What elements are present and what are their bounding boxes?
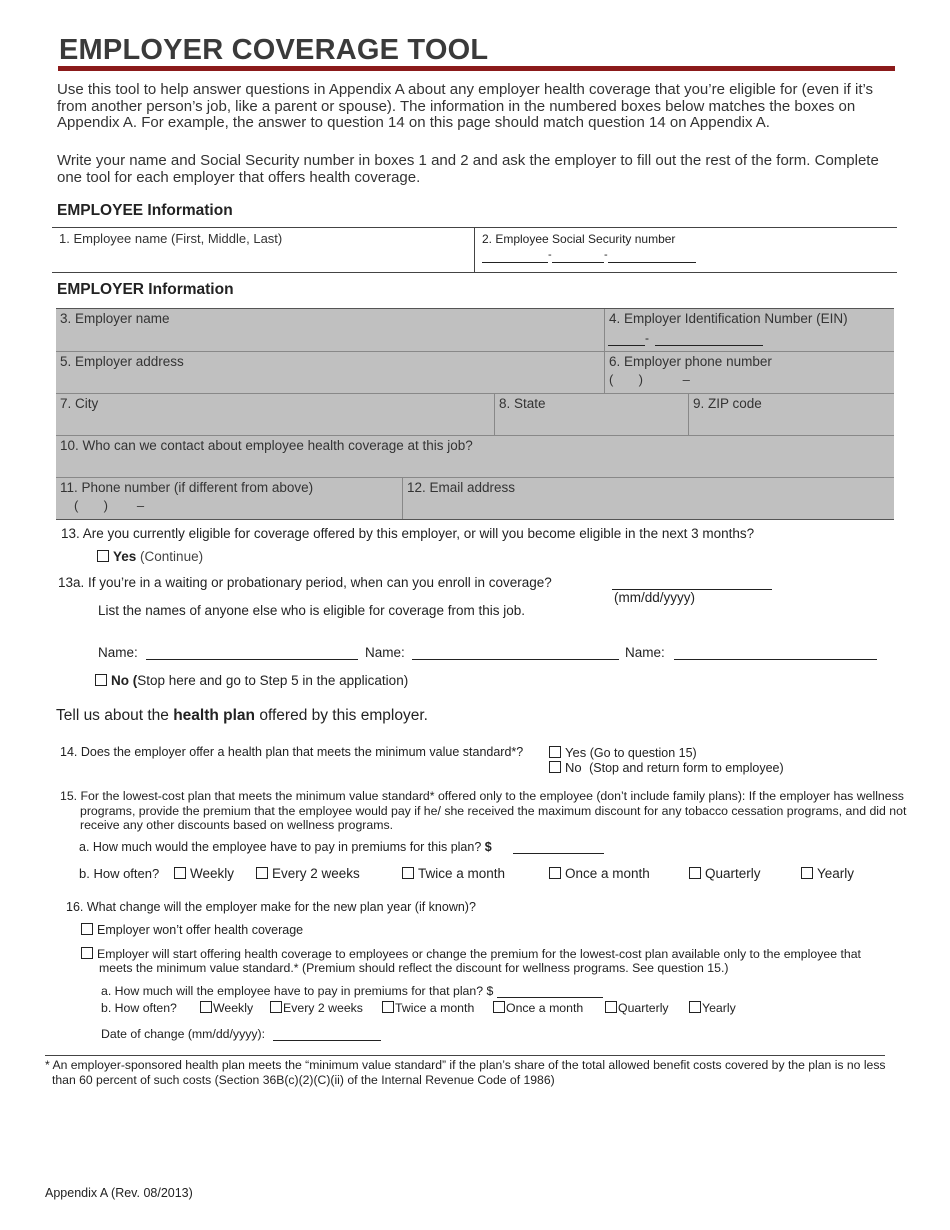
ssn-part-2 [552,252,604,263]
health-plan-intro [56,707,428,725]
q14-yes-label: Yes [565,745,587,760]
q16a-premium-input[interactable] [497,984,603,998]
q16b-weekly[interactable] [200,1001,253,1015]
q13-yes-checkbox[interactable] [97,550,109,562]
checkbox[interactable] [493,1001,505,1013]
q15a-dollar: $ [484,840,492,854]
checkbox[interactable] [402,867,414,879]
health-plan-intro-bold: health plan [173,707,256,724]
employer-name-field[interactable] [56,309,604,351]
ein-label: 4. Employer Identification Number (EIN) [609,311,848,326]
enroll-date-input[interactable] [612,576,772,590]
q15-text: 15. For the lowest-cost plan that meets the minimum value standard* offered only to the employee (don’t include family plans): If the employer has wellness programs, provide the premium that the employee would pay if he/ she received the maximum discount for any tobacco cessation programs, and did not receive any other discounts based on wellness programs. [60,789,907,832]
state-field[interactable] [494,393,688,435]
name-input-2[interactable] [412,646,619,660]
state-label: 8. State [499,396,546,411]
ssn-part-1 [482,252,548,263]
q15a-text [79,840,492,854]
ssn-label: 2. Employee Social Security number [482,232,676,246]
q14-yes-note: (Go to question 15) [589,746,697,760]
ssn-dash-2: - [604,249,608,261]
freq-label: Once a month [506,1001,584,1015]
list-names-text: List the names of anyone else who is eligible for coverage from this job. [98,603,525,618]
q15b-quarterly[interactable] [689,866,761,881]
ein-dash: - [645,331,649,345]
employer-phone-format: ( ) – [609,372,690,387]
checkbox[interactable] [689,1001,701,1013]
employee-info-box [52,227,897,273]
q14-yes-checkbox[interactable] [549,746,561,758]
checkbox[interactable] [689,867,701,879]
q13-no-option[interactable] [95,673,408,688]
checkbox[interactable] [382,1001,394,1013]
ssn-dash-1: - [548,249,552,261]
q13-yes-note: (Continue) [140,549,204,564]
employer-address-field[interactable] [56,351,604,393]
date-change-input[interactable] [273,1027,381,1041]
freq-label: Weekly [213,1001,254,1015]
q15b-yearly[interactable] [801,866,854,881]
employer-address-label: 5. Employer address [60,354,184,369]
intro-paragraph-2: Write your name and Social Security number in boxes 1 and 2 and ask the employer to fill out the rest of the form. Complete one tool for each employer that offers health coverage. [57,152,879,186]
employer-heading: EMPLOYER Information [57,281,234,298]
checkbox[interactable] [270,1001,282,1013]
q15b-weekly[interactable] [174,866,234,881]
q15b-once-a-month[interactable] [549,866,650,881]
ein-part-2 [655,337,763,346]
zip-label: 9. ZIP code [693,396,762,411]
form-title: EMPLOYER COVERAGE TOOL [59,34,489,66]
q16b-every-2-weeks[interactable] [270,1001,363,1015]
contact-phone-field[interactable] [56,477,402,519]
q16b-label: b. How often? [101,1001,177,1015]
ein-part-1 [608,337,645,346]
freq-label: Yearly [702,1001,736,1015]
q15b-every-2-weeks[interactable] [256,866,360,881]
divider [474,228,475,272]
employer-name-label: 3. Employer name [60,311,170,326]
q14-yes-option[interactable] [549,745,697,760]
ssn-part-3 [608,252,696,263]
q16-option-1-label: Employer won’t offer health coverage [97,923,304,937]
name-input-1[interactable] [146,646,358,660]
name-label-2: Name: [365,645,405,660]
q13-no-label: No ( [111,673,138,688]
checkbox[interactable] [81,947,93,959]
checkbox[interactable] [81,923,93,935]
q16b-once-a-month[interactable] [493,1001,583,1015]
q15b-label: b. How often? [79,866,160,881]
q13-text: 13. Are you currently eligible for coverage offered by this employer, or will you become eligible in the next 3 months? [61,526,755,541]
employee-heading: EMPLOYEE Information [57,202,233,219]
employer-phone-label: 6. Employer phone number [609,354,772,369]
employer-info-box [56,308,894,520]
checkbox[interactable] [200,1001,212,1013]
freq-label: Twice a month [418,866,506,881]
q14-text: 14. Does the employer offer a health plan that meets the minimum value standard*? [60,745,524,759]
freq-label: Weekly [190,866,235,881]
contact-phone-format: ( ) – [74,498,145,513]
intro-paragraph-1: Use this tool to help answer questions in Appendix A about any employer health coverage that you’re eligible for (even if it’s from another person’s job, like a parent or spouse). The information in the numbered boxes below matches the boxes on Appendix A. For example, the answer to question 14 on this page should match question 14 on Appendix A. [57,81,874,131]
name-label-1: Name: [98,645,138,660]
q15a-premium-input[interactable] [513,840,604,854]
health-plan-intro-pre: Tell us about the [56,707,169,724]
checkbox[interactable] [174,867,186,879]
name-label-3: Name: [625,645,665,660]
city-label: 7. City [60,396,99,411]
enroll-date-hint: (mm/dd/yyyy) [614,590,695,605]
freq-label: Every 2 weeks [272,866,360,881]
form-revision: Appendix A (Rev. 08/2013) [45,1186,193,1200]
checkbox[interactable] [549,867,561,879]
q14-no-note: (Stop and return form to employee) [589,761,784,775]
footnote-rule [45,1055,885,1056]
contact-field[interactable] [56,435,894,477]
contact-label: 10. Who can we contact about employee health coverage at this job? [60,438,473,453]
freq-label: Quarterly [618,1001,669,1015]
q15b-twice-a-month[interactable] [402,866,505,881]
q13-yes-option[interactable] [97,549,203,564]
city-field[interactable] [56,393,494,435]
q16b-quarterly[interactable] [605,1001,669,1015]
title-rule [58,66,895,71]
name-input-3[interactable] [674,646,877,660]
freq-label: Every 2 weeks [283,1001,363,1015]
checkbox[interactable] [605,1001,617,1013]
q13-no-note: Stop here and go to Step 5 in the application) [137,673,409,688]
email-field[interactable] [402,477,894,519]
freq-label: Twice a month [395,1001,475,1015]
freq-label: Yearly [817,866,855,881]
employee-name-input[interactable] [52,232,472,268]
zip-field[interactable] [688,393,894,435]
checkbox[interactable] [801,867,813,879]
employee-name-label: 1. Employee name (First, Middle, Last) [59,231,283,246]
q13-yes-label: Yes [113,549,137,564]
date-change-label: Date of change (mm/dd/yyyy): [101,1027,266,1041]
freq-label: Quarterly [705,866,761,881]
ein-field[interactable] [604,309,894,351]
q16-option-change-premium[interactable] [81,947,881,975]
ssn-input[interactable] [482,249,697,264]
q14-no-label: No [565,760,582,775]
q13a-text: 13a. If you’re in a waiting or probationary period, when can you enroll in coverage? [58,575,552,590]
checkbox[interactable] [256,867,268,879]
freq-label: Once a month [565,866,650,881]
q16-option-2-label: Employer will start offering health coverage to employees or change the premium for the lowest-cost plan available only to the employee that meets the minimum value standard.* (Premium should reflect the discount for wellness programs. See question 15.) [97,947,861,975]
q14-no-checkbox[interactable] [549,761,561,773]
q16-text: 16. What change will the employer make for the new plan year (if known)? [66,900,476,914]
q14-no-option[interactable] [549,760,784,775]
q13-no-checkbox[interactable] [95,674,107,686]
q16-option-no-coverage[interactable] [81,923,303,937]
employer-phone-field[interactable] [604,351,894,393]
q15a-label: a. How much would the employee have to pay in premiums for this plan? [79,840,482,854]
q16b-twice-a-month[interactable] [382,1001,474,1015]
contact-phone-label: 11. Phone number (if different from above) [60,480,314,495]
email-label: 12. Email address [407,480,516,495]
q16a-text: a. How much will the employee have to pay in premiums for that plan? $ [101,984,494,998]
health-plan-intro-post: offered by this employer. [259,707,428,724]
footnote: * An employer-sponsored health plan meets the “minimum value standard” if the plan’s share of the total allowed benefit costs covered by the plan is no less than 60 percent of such costs (Section 36B(c)(2)(C)(ii) of the Internal Revenue Code of 1986) [45,1058,886,1087]
q16b-yearly[interactable] [689,1001,736,1015]
